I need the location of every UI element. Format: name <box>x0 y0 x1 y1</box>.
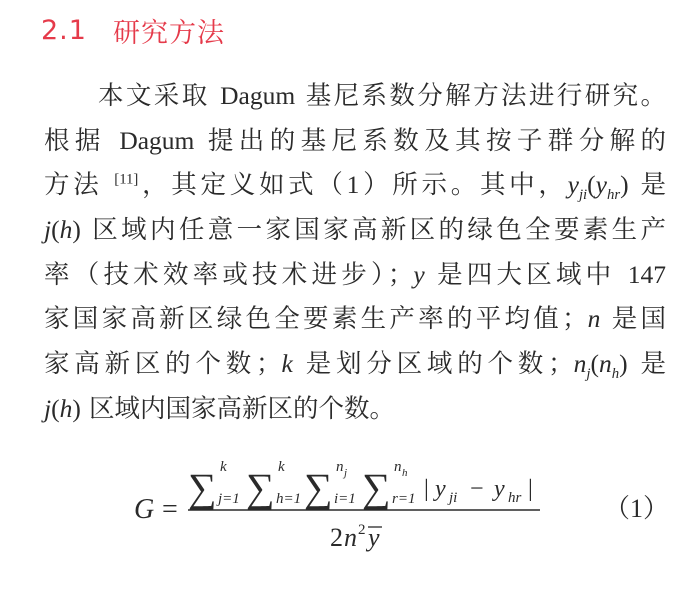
denominator-mean-var: y <box>368 523 380 552</box>
text-span: 区域内国家高新区的个数。 <box>80 393 395 424</box>
text-span: 根据 <box>44 125 120 156</box>
text-line: j(h) 区域内国家高新区的个数。 <box>44 393 395 424</box>
sum-upper-limit-sub: j <box>344 467 348 479</box>
sum-upper-limit: n <box>394 459 402 475</box>
text-span: 方法 <box>44 170 115 201</box>
formula-var: y <box>494 476 505 502</box>
denominator-exponent: 2 <box>358 522 366 538</box>
formula-var-sub: hr <box>508 490 522 506</box>
math-var: y <box>567 170 579 200</box>
text-span: 家国家高新区绿色全要素生产率的平均值； <box>44 304 588 335</box>
section-title: 研究方法 <box>113 17 225 49</box>
formula-equals: = <box>162 494 178 525</box>
abs-bar-left: | <box>424 476 429 502</box>
text-line: j(h) 区域内任意一家国家高新区的绿色全要素生产 <box>44 215 666 246</box>
sum-lower-limit: j=1 <box>218 491 240 507</box>
sum-upper-limit: k <box>220 459 227 475</box>
gini-formula <box>132 448 662 558</box>
text-span: 提出的基尼系数及其按子群分解的 <box>194 125 666 156</box>
text-span: 是 <box>628 170 666 201</box>
sum-symbol: ∑ <box>246 465 275 510</box>
math-var: y <box>413 259 425 289</box>
abs-bar-right: | <box>528 476 533 502</box>
text-span: ）所示。其中， <box>359 170 568 201</box>
formula-var-sub: ji <box>449 490 458 506</box>
text-number: 147 <box>627 259 666 289</box>
text-span: 家高新区的个数； <box>44 349 282 380</box>
section-number: 2.1 <box>41 14 87 46</box>
math-sub: hr <box>607 187 621 204</box>
formula-minus: − <box>470 476 484 502</box>
text-span: ，其定义如式（ <box>138 170 347 201</box>
text-span: 基尼系数分解方法进行研究。 <box>295 81 666 111</box>
denominator-coefficient: 2 <box>330 523 343 552</box>
citation-reference: [11] <box>114 171 139 188</box>
sum-upper-limit-sub: h <box>402 467 408 479</box>
math-sub: j <box>586 366 591 383</box>
sum-symbol: ∑ <box>362 465 391 510</box>
equation-number: （1） <box>604 494 670 523</box>
text-span: Dagum <box>220 81 296 110</box>
math-var: j <box>44 215 52 245</box>
text-span: Dagum <box>119 125 195 155</box>
text-line <box>44 253 666 298</box>
sum-symbol: ∑ <box>188 465 217 510</box>
math-sub: h <box>611 366 620 383</box>
math-var: k <box>281 349 293 379</box>
math-var: j <box>44 393 52 423</box>
math-var: h <box>59 215 73 245</box>
math-sub: ji <box>578 187 588 204</box>
math-var: n <box>573 349 587 379</box>
text-line: 方法 [11]，其定义如式（1）所示。其中，$y_{ji}(y_{hr})$ 是 <box>44 170 666 204</box>
sum-lower-limit: i=1 <box>334 491 356 507</box>
text-line <box>44 297 666 342</box>
sum-lower-limit: h=1 <box>276 491 302 507</box>
sum-lower-limit: r=1 <box>392 491 416 507</box>
text-span: 是 <box>627 349 667 380</box>
formula-lhs: G <box>134 494 155 525</box>
denominator-var: n <box>344 523 357 552</box>
body-paragraph <box>44 74 666 432</box>
text-line: 家高新区的个数；k 是划分区域的个数；$n_j(n_h)$ 是 <box>44 349 667 383</box>
math-var: n <box>598 349 612 379</box>
text-span: 本文采取 <box>98 81 221 111</box>
math-var: y <box>595 170 607 200</box>
equation-reference: 1 <box>346 170 360 200</box>
equation-block <box>132 448 670 558</box>
text-span: 率（技术效率或技术进步）； <box>44 259 414 290</box>
math-var: n <box>587 304 601 334</box>
text-span: 是划分区域的个数； <box>292 349 574 380</box>
section-heading <box>41 10 225 50</box>
text-span: 是国 <box>600 304 666 335</box>
text-line <box>44 119 666 164</box>
formula-var: y <box>435 476 446 502</box>
math-var: h <box>59 393 73 423</box>
text-line <box>44 74 666 119</box>
sum-upper-limit: k <box>278 459 285 475</box>
sum-upper-limit: n <box>336 459 344 475</box>
text-span: 是四大区域中 <box>424 259 628 290</box>
sum-symbol: ∑ <box>304 465 333 510</box>
text-span: 区域内任意一家国家高新区的绿色全要素生产 <box>80 215 666 246</box>
